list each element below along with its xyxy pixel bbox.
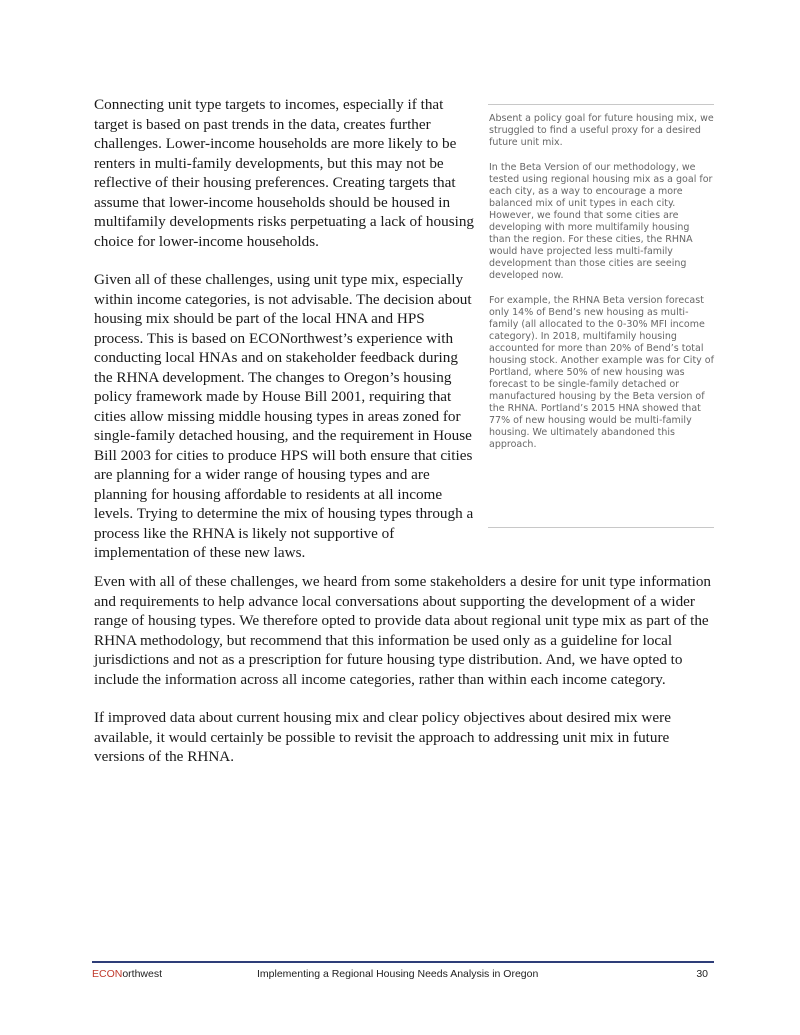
main-column [94, 95, 476, 582]
sidebar-paragraph: In the Beta Version of our methodology, we tested using regional housing mix as a goal for each city, as a way to encourage a more balanced mix of unit types in each city. However, we found that some cities are developing with more multifamily housing than the region. For these cities, the RHNA would have projected less multi-family development than those cities are seeing developed now. [489, 162, 713, 281]
footer-title: Implementing a Regional Housing Needs Analysis in Oregon [257, 968, 539, 980]
body-paragraph: Given all of these challenges, using unit type mix, especially within income categories, is not advisable. The decision about housing mix should be part of the local HNA and HPS process. This is based on ECONorthwest’s experience with conducting local HNAs and on stakeholder feedback during the RHNA development. The changes to Oregon’s housing policy framework made by House Bill 2001, requiring that cities allow missing middle housing types in areas zoned for single-family detached housing, and the requirement in House Bill 2003 for cities to produce HPS will both ensure that cities are planning for a wider range of housing types and are planning for housing affordable to residents at all income levels. Trying to determine the mix of housing types through a process like the RHNA is likely not supportive of implementation of these new laws. [94, 271, 474, 561]
sidebar-paragraph: For example, the RHNA Beta version forecast only 14% of Bend’s new housing as multi-family (all allocated to the 0-30% MFI income category). In 2018, multifamily housing accounted for more than 20% of Bend’s total housing stock. Another example was for City of Portland, where 50% of new housing was forecast to be single-family detached or manufactured housing by the Beta version of the RHNA. Portland’s 2015 HNA showed that 77% of new housing would be multi-family housing. We ultimately abandoned this approach. [489, 295, 714, 450]
footer-brand [92, 968, 162, 980]
full-width-text [94, 572, 714, 786]
sidebar-callout [488, 104, 714, 528]
page-number: 30 [696, 968, 708, 980]
footer-brand-suffix: orthwest [122, 968, 163, 980]
page-footer [92, 961, 714, 985]
footer-brand-prefix: ECON [92, 968, 123, 980]
sidebar-paragraph: Absent a policy goal for future housing mix, we struggled to find a useful proxy for a desired future unit mix. [489, 113, 714, 148]
body-paragraph: Connecting unit type targets to incomes, especially if that target is based on past trends in the data, creates further challenges. Lower-income households are more likely to be renters in multi-family developments, but this may not be reflective of their housing preferences. Creating targets that assume that lower-income households should be housed in multifamily developments risks perpetuating a lack of housing choice for lower-income households. [94, 96, 475, 250]
body-paragraph: Even with all of these challenges, we heard from some stakeholders a desire for unit type information and requirements to help advance local conversations about supporting the development of a wider range of housing types. We therefore opted to provide data about regional unit type mix as part of the RHNA methodology, but recommend that this information be used only as a guideline for local jurisdictions and not as a prescription for future housing type distribution. And, we have opted to include the information across all income categories, rather than within each income category. [94, 573, 712, 688]
body-paragraph: If improved data about current housing mix and clear policy objectives about desired mix were available, it would certainly be possible to revisit the approach to addressing unit mix in future versions of the RHNA. [94, 709, 671, 765]
